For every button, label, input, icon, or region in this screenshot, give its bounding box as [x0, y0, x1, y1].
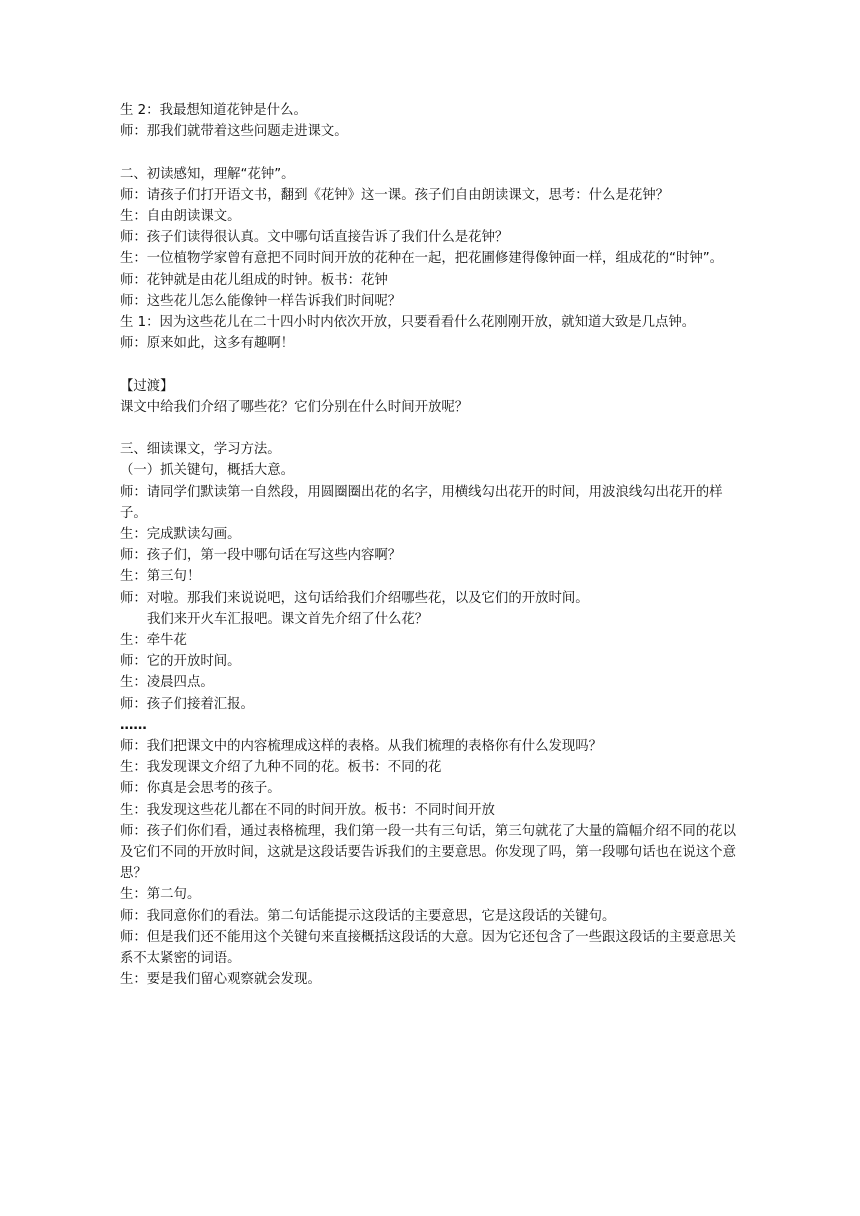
text-paragraph: 师：孩子们你们看，通过表格梳理，我们第一段一共有三句话，第三句就花了大量的篇幅介绍不同的花以及它们不同的开放时间，这就是这段话要告诉我们的主要意思。你发现了吗，第一段哪句话也在说这个意思？ [120, 823, 736, 882]
text-line: 生：完成默读勾画。 [120, 527, 241, 543]
text-paragraph: 生 1：因为这些花儿在二十四小时内依次开放，只要看看什么花刚刚开放，就知道大致是几点钟。 [120, 315, 696, 331]
text-line: 师：请孩子们打开语文书，翻到《花钟》这一课。孩子们自由朗读课文，思考：什么是花钟？ [120, 187, 670, 203]
text-line-indented: 我们来开火车汇报吧。课文首先介绍了什么花？ [147, 611, 429, 627]
blank-line [120, 354, 740, 375]
text-line: 师：我们把课文中的内容梳理成这样的表格。从我们梳理的表格你有什么发现吗？ [120, 739, 603, 755]
text-line: 师：原来如此，这多有趣啊！ [120, 336, 295, 352]
text-line: 生：凌晨四点。 [120, 675, 214, 691]
text-paragraph: 师：请同学们默读第一自然段，用圆圈圈出花的名字，用横线勾出花开的时间，用波浪线勾出花开的样子。 [120, 484, 723, 521]
text-line: 生：第二句。 [120, 887, 201, 903]
transition-heading: 【过渡】 [120, 378, 174, 394]
text-line: 生：牵牛花 [120, 633, 187, 649]
text-line: 师：这些花儿怎么能像钟一样告诉我们时间呢？ [120, 293, 402, 309]
text-line: 师：它的开放时间。 [120, 654, 241, 670]
subsection-heading: （一）抓关键句，概括大意。 [120, 463, 295, 479]
document-page [120, 100, 740, 990]
text-line: 生：要是我们留心观察就会发现。 [120, 972, 321, 988]
text-line: 师：孩子们接着汇报。 [120, 696, 254, 712]
ellipsis-line: …… [120, 717, 147, 733]
section-heading: 三、细读课文，学习方法。 [120, 442, 281, 458]
text-line: 师：我同意你们的看法。第二句话能提示这段话的主要意思，它是这段话的关键句。 [120, 908, 616, 924]
text-line: 生 2：我最想知道花钟是什么。 [120, 103, 307, 118]
text-line: 生：自由朗读课文。 [120, 209, 241, 224]
text-paragraph: 生：一位植物学家曾有意把不同时间开放的花种在一起，把花圃修建得像钟面一样，组成花的“时钟”。 [120, 251, 724, 267]
text-line: 生：我发现课文介绍了九种不同的花。板书：不同的花 [120, 760, 442, 776]
text-paragraph: 师：但是我们还不能用这个关键句来直接概括这段话的大意。因为它还包含了一些跟这段话的主要意思关系不太紧密的词语。 [120, 929, 736, 967]
text-line: 师：孩子们，第一段中哪句话在写这些内容啊？ [120, 548, 402, 564]
blank-line [120, 142, 740, 163]
text-line: 师：你真是会思考的孩子。 [120, 781, 281, 797]
blank-line [120, 418, 740, 439]
text-line: 师：对啦。那我们来说说吧，这句话给我们介绍哪些花，以及它们的开放时间。 [120, 590, 589, 606]
text-line: 生：第三句！ [120, 569, 201, 585]
text-line: 师：孩子们读得很认真。文中哪句话直接告诉了我们什么是花钟？ [120, 230, 509, 246]
text-line: 师：花钟就是由花儿组成的时钟。板书：花钟 [120, 272, 388, 288]
text-line: 师：那我们就带着这些问题走进课文。 [120, 124, 348, 140]
section-heading: 二、初读感知，理解“花钟”。 [120, 166, 295, 182]
text-line: 课文中给我们介绍了哪些花？它们分别在什么时间开放呢？ [120, 399, 469, 415]
text-line: 生：我发现这些花儿都在不同的时间开放。板书：不同时间开放 [120, 802, 495, 818]
